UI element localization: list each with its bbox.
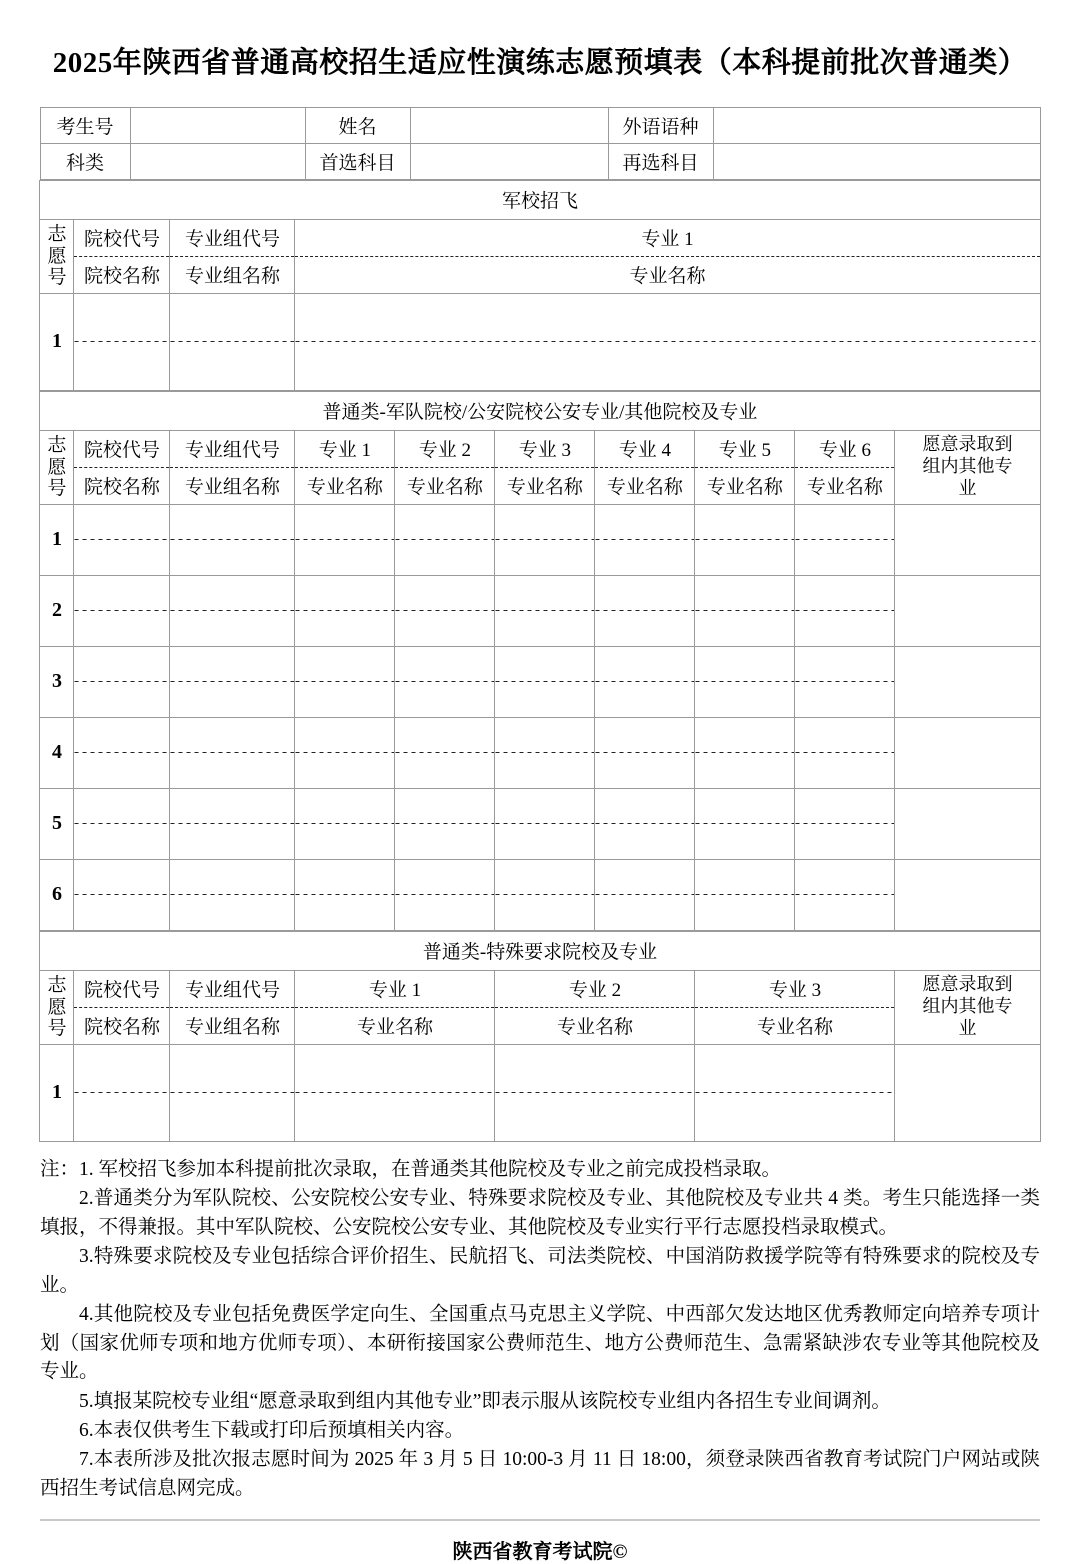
group-name-header: 专业组名称: [170, 1007, 295, 1044]
school-code-cell[interactable]: [74, 859, 170, 930]
major-3-cell[interactable]: [495, 575, 595, 646]
volunteer-no-char-1: 志: [47, 224, 67, 246]
special-header-row-bottom: [40, 1007, 1040, 1044]
major-name-header-2: 专业名称: [395, 467, 495, 504]
major-1-cell[interactable]: [295, 575, 395, 646]
willing-line-3: 业: [958, 1018, 977, 1039]
group-code-header: 专业组代号: [170, 219, 295, 256]
major-3-cell[interactable]: [495, 504, 595, 575]
major-6-cell[interactable]: [795, 859, 895, 930]
major-5-cell[interactable]: [695, 717, 795, 788]
major-5-cell[interactable]: [695, 504, 795, 575]
table-row: [40, 646, 1040, 717]
volunteer-no-header: [40, 430, 74, 504]
group-name-header: 专业组名称: [170, 256, 295, 293]
major-name-header-6: 专业名称: [795, 467, 895, 504]
military-aviation-table: [39, 180, 1040, 391]
candidate-no-label: 考生号: [40, 107, 130, 143]
major-1-header: 专业 1: [295, 970, 495, 1007]
willing-line-1: 愿意录取到: [922, 434, 1013, 455]
willing-transfer-cell[interactable]: [895, 788, 1040, 859]
school-code-cell[interactable]: [74, 504, 170, 575]
group-code-cell[interactable]: [170, 1044, 295, 1141]
row-index: 6: [40, 859, 74, 930]
major-name-header-1: 专业名称: [295, 467, 395, 504]
major-4-cell[interactable]: [595, 788, 695, 859]
table-row: [40, 1044, 1040, 1141]
general-category-table: [39, 391, 1040, 931]
note-item-6: 6.本表仅供考生下载或打印后预填相关内容。: [79, 1420, 465, 1442]
school-code-cell[interactable]: [74, 717, 170, 788]
school-name-header: 院校名称: [74, 1007, 170, 1044]
major-2-cell[interactable]: [395, 575, 495, 646]
major-5-cell[interactable]: [695, 859, 795, 930]
major-4-cell[interactable]: [595, 717, 695, 788]
general-header-row-bottom: [40, 467, 1040, 504]
military-section-banner: [40, 180, 1040, 219]
willing-transfer-cell[interactable]: [895, 575, 1040, 646]
row-index: 1: [40, 504, 74, 575]
volunteer-no-char-2: 愿: [47, 456, 67, 478]
page-title: 2025年陕西省普通高校招生适应性演练志愿预填表（本科提前批次普通类）: [52, 47, 1028, 79]
category-label: 科类: [40, 143, 130, 179]
group-code-header: 专业组代号: [170, 970, 295, 1007]
major-6-cell[interactable]: [795, 646, 895, 717]
notes-section: [40, 1156, 1040, 1504]
willing-line-1: 愿意录取到: [922, 974, 1013, 995]
major-3-cell[interactable]: [495, 859, 595, 930]
volunteer-no-header: [40, 970, 74, 1044]
major-3-cell[interactable]: [495, 788, 595, 859]
major-name-header-4: 专业名称: [595, 467, 695, 504]
special-header-row-top: [40, 970, 1040, 1007]
group-code-cell[interactable]: [170, 717, 295, 788]
willing-transfer-cell[interactable]: [895, 717, 1040, 788]
volunteer-no-char-1: 志: [47, 975, 67, 997]
table-row: [40, 788, 1040, 859]
note-item-5: 5.填报某院校专业组“愿意录取到组内其他专业”即表示服从该院校专业组内各招生专业间调剂。: [79, 1390, 891, 1412]
military-header-row-bottom: [40, 256, 1040, 293]
major-2-cell[interactable]: [495, 1044, 695, 1141]
major-4-cell[interactable]: [595, 575, 695, 646]
row-index: 1: [40, 293, 74, 390]
foreign-language-label: 外语语种: [608, 107, 713, 143]
major-2-cell[interactable]: [395, 504, 495, 575]
row-index: 2: [40, 575, 74, 646]
row-index: 3: [40, 646, 74, 717]
major-1-cell[interactable]: [295, 717, 395, 788]
military-header-row-top: [40, 219, 1040, 256]
major-2-header: 专业 2: [495, 970, 695, 1007]
row-index: 1: [40, 1044, 74, 1141]
willing-transfer-cell[interactable]: [895, 1044, 1040, 1141]
first-subject-label: 首选科目: [305, 143, 410, 179]
first-subject-field[interactable]: [410, 143, 608, 179]
category-field[interactable]: [130, 143, 305, 179]
major-5-cell[interactable]: [695, 575, 795, 646]
volunteer-no-char-1: 志: [47, 435, 67, 457]
special-banner-label: 普通类-特殊要求院校及专业: [40, 931, 1040, 970]
name-label: 姓名: [305, 107, 410, 143]
row-index: 4: [40, 717, 74, 788]
second-subject-label: 再选科目: [608, 143, 713, 179]
group-code-cell[interactable]: [170, 788, 295, 859]
major-5-cell[interactable]: [695, 788, 795, 859]
major-5-cell[interactable]: [695, 646, 795, 717]
major-3-header: 专业 3: [695, 970, 895, 1007]
major-1-cell[interactable]: [295, 1044, 495, 1141]
group-code-cell[interactable]: [170, 859, 295, 930]
major-6-cell[interactable]: [795, 504, 895, 575]
school-name-header: 院校名称: [74, 467, 170, 504]
general-banner-label: 普通类-军队院校/公安院校公安专业/其他院校及专业: [40, 391, 1040, 430]
major-name-header-2: 专业名称: [495, 1007, 695, 1044]
major-4-cell[interactable]: [595, 504, 695, 575]
major-6-header: 专业 6: [795, 430, 895, 467]
major-name-header-1: 专业名称: [295, 1007, 495, 1044]
major-6-cell[interactable]: [795, 788, 895, 859]
major-1-cell[interactable]: [295, 293, 1040, 390]
name-field[interactable]: [410, 107, 608, 143]
military-banner-label: 军校招飞: [40, 180, 1040, 219]
major-name-header-5: 专业名称: [695, 467, 795, 504]
table-row: [40, 717, 1040, 788]
major-name-header-3: 专业名称: [695, 1007, 895, 1044]
willing-transfer-header: [895, 970, 1040, 1044]
willing-transfer-cell[interactable]: [895, 859, 1040, 930]
major-6-cell[interactable]: [795, 575, 895, 646]
candidate-info-table: [40, 107, 1041, 180]
second-subject-field[interactable]: [713, 143, 1040, 179]
group-name-header: 专业组名称: [170, 467, 295, 504]
note-item-7: 7.本表所涉及批次报志愿时间为 2025 年 3 月 5 日 10:00-3 月 11 日 18:00，须登录陕西省教育考试院门户网站或陕西招生考试信息网完成。: [40, 1449, 1040, 1499]
willing-line-2: 组内其他专: [922, 996, 1013, 1017]
note-item-3: 3.特殊要求院校及专业包括综合评价招生、民航招飞、司法类院校、中国消防救援学院等有特殊要求的院校及专业。: [40, 1246, 1040, 1296]
volunteer-no-header: [40, 219, 74, 293]
group-code-cell[interactable]: [170, 575, 295, 646]
table-row: [40, 575, 1040, 646]
volunteer-no-char-2: 愿: [47, 245, 67, 267]
school-code-header: 院校代号: [74, 970, 170, 1007]
major-2-cell[interactable]: [395, 788, 495, 859]
foreign-language-field[interactable]: [713, 107, 1040, 143]
note-item-2: 2.普通类分为军队院校、公安院校公安专业、特殊要求院校及专业、其他院校及专业共 4 类。考生只能选择一类填报，不得兼报。其中军队院校、公安院校公安专业、其他院校及专业实行平行志愿投档录取模式。: [40, 1188, 1040, 1238]
willing-transfer-cell[interactable]: [895, 504, 1040, 575]
volunteer-no-char-3: 号: [47, 477, 67, 499]
major-4-cell[interactable]: [595, 859, 695, 930]
major-1-cell[interactable]: [295, 788, 395, 859]
major-5-header: 专业 5: [695, 430, 795, 467]
major-2-cell[interactable]: [395, 646, 495, 717]
major-1-cell[interactable]: [295, 646, 395, 717]
school-code-cell[interactable]: [74, 788, 170, 859]
school-code-cell[interactable]: [74, 575, 170, 646]
special-section-banner: [40, 931, 1040, 970]
volunteer-no-char-3: 号: [47, 1017, 67, 1039]
note-item-4: 4.其他院校及专业包括免费医学定向生、全国重点马克思主义学院、中西部欠发达地区优秀教师定向培养专项计划（国家优师专项和地方优师专项）、本研衔接国家公费师范生、地方公费师范生、急需紧缺涉农专业等其他院校及专业。: [40, 1304, 1040, 1383]
major-4-header: 专业 4: [595, 430, 695, 467]
group-code-cell[interactable]: [170, 646, 295, 717]
group-code-cell[interactable]: [170, 293, 295, 390]
major-1-cell[interactable]: [295, 504, 395, 575]
general-section-banner: [40, 391, 1040, 430]
school-code-header: 院校代号: [74, 430, 170, 467]
row-index: 5: [40, 788, 74, 859]
willing-transfer-header: [895, 430, 1040, 504]
major-6-cell[interactable]: [795, 717, 895, 788]
willing-line-2: 组内其他专: [922, 456, 1013, 477]
major-1-cell[interactable]: [295, 859, 395, 930]
willing-transfer-cell[interactable]: [895, 646, 1040, 717]
group-code-header: 专业组代号: [170, 430, 295, 467]
school-code-header: 院校代号: [74, 219, 170, 256]
candidate-no-field[interactable]: [130, 107, 305, 143]
major-1-header: 专业 1: [295, 430, 395, 467]
table-row: [40, 504, 1040, 575]
footer-text: 陕西省教育考试院©: [452, 1541, 628, 1564]
volunteer-no-char-3: 号: [47, 266, 67, 288]
group-code-cell[interactable]: [170, 504, 295, 575]
major-3-header: 专业 3: [495, 430, 595, 467]
school-code-cell[interactable]: [74, 293, 170, 390]
general-header-row-top: [40, 430, 1040, 467]
major-2-cell[interactable]: [395, 717, 495, 788]
major-2-header: 专业 2: [395, 430, 495, 467]
major-3-cell[interactable]: [695, 1044, 895, 1141]
major-3-cell[interactable]: [495, 717, 595, 788]
school-code-cell[interactable]: [74, 1044, 170, 1141]
major-3-cell[interactable]: [495, 646, 595, 717]
willing-line-3: 业: [958, 478, 977, 499]
school-code-cell[interactable]: [74, 646, 170, 717]
note-item-1: 注：1. 军校招飞参加本科提前批次录取，在普通类其他院校及专业之前完成投档录取。: [40, 1158, 782, 1180]
major-name-header-3: 专业名称: [495, 467, 595, 504]
major-1-header: 专业 1: [295, 219, 1040, 256]
school-name-header: 院校名称: [74, 256, 170, 293]
table-row: [40, 859, 1040, 930]
major-4-cell[interactable]: [595, 646, 695, 717]
special-requirement-table: [39, 931, 1040, 1142]
major-name-header: 专业名称: [295, 256, 1040, 293]
major-2-cell[interactable]: [395, 859, 495, 930]
volunteer-no-char-2: 愿: [47, 996, 67, 1018]
table-row: [40, 293, 1040, 390]
